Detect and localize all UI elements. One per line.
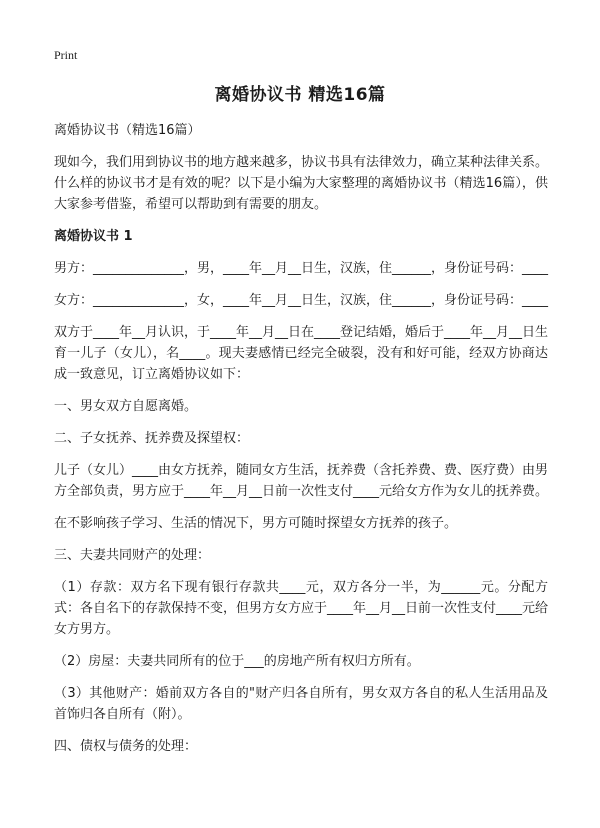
section-heading: 离婚协议书 1 [54,229,133,244]
clause-4: 四、债权与债务的处理： [54,739,198,754]
visitation-paragraph: 在不影响孩子学习、生活的情况下，男方可随时探望女方抚养的孩子。 [54,516,458,531]
page-title: 离婚协议书 精选16篇 [214,85,386,105]
subtitle: 离婚协议书（精选16篇） [54,123,201,138]
custody-paragraph: 儿子（女儿）____由女方抚养，随同女方生活，抚养费（含托养费、费、医疗费）由男方全部负责，男方应于____年__月__日前一次性支付____元给女方作为女儿的抚养费。 [54,463,549,499]
wife-info: 女方：______________，女，____年__月__日生，汉族，住______，身份证号码：____ [54,293,549,308]
marriage-info: 双方于____年__月认识，于____年__月__日在____登记结婚，婚后于____年__月__日生育一儿子（女儿），名____。现夫妻感情已经完全破裂，没有和好可能，经双方协商达成一致意见，订立离婚协议如下： [54,325,549,382]
house-paragraph: （2）房屋：夫妻共同所有的位于___的房地产所有权归方所有。 [54,654,420,669]
clause-2: 二、子女抚养、抚养费及探望权： [54,431,250,446]
print-link[interactable]: Print [54,48,78,62]
other-property-paragraph: （3）其他财产：婚前双方各自的"财产归各自所有，男女双方各自的私人生活用品及首饰归各自所有（附）。 [54,686,548,722]
document-body [54,120,548,768]
deposit-paragraph: （1）存款：双方名下现有银行存款共____元，双方各分一半，为______元。分配方式：各自名下的存款保持不变，但男方女方应于____年__月__日前一次性支付____元给女方男方。 [54,580,549,637]
clause-3: 三、夫妻共同财产的处理： [54,548,211,563]
intro-paragraph: 现如今，我们用到协议书的地方越来越多，协议书具有法律效力，确立某种法律关系。什么样的协议书才是有效的呢？以下是小编为大家整理的离婚协议书（精选16篇），供大家参考借鉴，希望可以帮助到有需要的朋友。 [54,155,549,212]
husband-info: 男方：______________，男，____年__月__日生，汉族，住______，身份证号码：____ [54,261,549,276]
clause-1: 一、男女双方自愿离婚。 [54,399,198,414]
